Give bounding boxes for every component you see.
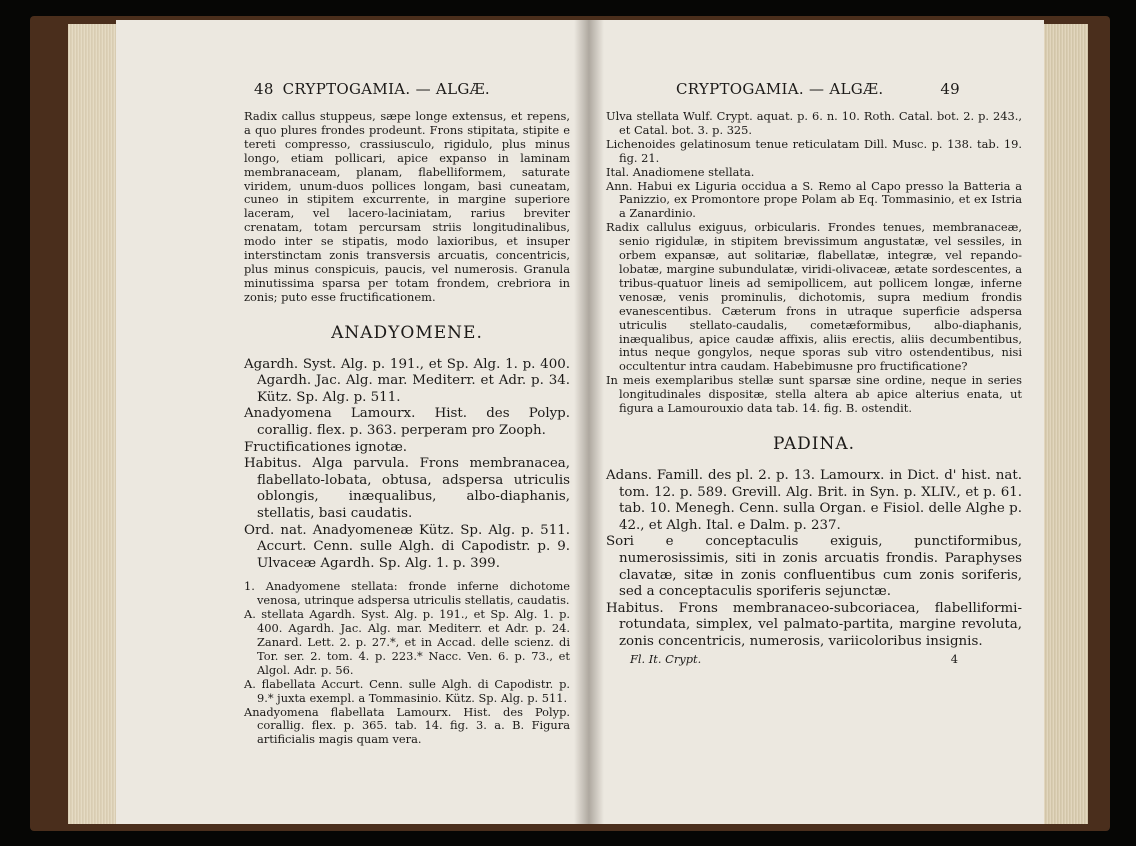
genus-order: Ord. nat. Anadyomeneæ Kütz. Sp. Alg. p. 511. Accurt. Cenn. sulle Algh. di Capodistr. p. 9. Ulvaceæ Agardh. Sp. Alg. 1. p. 399. [244, 522, 570, 571]
section-title-anadyomene: ANADYOMENE. [331, 322, 483, 343]
page-footer [606, 652, 1022, 666]
right-page [588, 20, 1044, 824]
description-paragraph: Radix callulus exiguus, orbicularis. Frondes tenues, membranaceæ, senio rigidulæ, in stipitem brevissimum angustatæ, vel sessiles, in orbem expansæ, aut solitariæ, flabellatæ, integræ, vel repando-lobatæ, margine subundulatæ, viridi-olivaceæ, ætate sordescentes, a tribus-quatuor lineis ad semipollicem, aut pollicem longæ, inferne venosæ, venis prominulis, dichotomis, supra medium frondis evanescentibus. Cæterum frons in utraque superficie adspersa utriculis stellato-caudalis, cometæformibus, albo-diaphanis, inæqualibus, apice caudæ affixis, aliis erectis, aliis decumbentibus, intus neque gongylos, neque sporas sub vitro ostendentibus, nisi occultentur intra caudam. Habebimusne pro fructificatione? [606, 220, 1022, 374]
species-synonym: Anadyomena flabellata Lamourx. Hist. des Polyp. corallig. flex. p. 365. tab. 14. fig. 3. a. B. Figura artificialis magis quam vera. [244, 704, 570, 747]
right-page-edges [1040, 24, 1088, 824]
annotation-line: Ann. Habui ex Liguria occidua a S. Remo al Capo presso la Batteria a Panizzio, ex Promontore prope Polam ab Eq. Tommasinio, et ex Istria a Zanardinio. [606, 178, 1022, 221]
left-page [116, 20, 588, 824]
species-entry: 1. Anadyomene stellata: fronde inferne dichotome venosa, utrinque adspersa utriculis stellatis, caudatis. [244, 579, 570, 608]
genus-citation: Agardh. Syst. Alg. p. 191., et Sp. Alg. 1. p. 400. Agardh. Jac. Alg. mar. Mediterr. et Adr. p. 34. Kütz. Sp. Alg. p. 511. [244, 356, 570, 405]
synonym-line: Lichenoides gelatinosum tenue reticulatam Dill. Musc. p. 138. tab. 19. fig. 21. [606, 136, 1022, 165]
section-title-padina: PADINA. [772, 433, 856, 454]
footer-signature: Fl. It. Crypt. [630, 652, 702, 667]
synonym-line: Ulva stellata Wulf. Crypt. aquat. p. 6. n. 10. Roth. Catal. bot. 2. p. 243., et Catal. bot. 3. p. 325. [606, 109, 1022, 137]
genus-sori: Sori e conceptaculis exiguis, punctiformibus, numerosissimis, siti in zonis arcuatis frondis. Paraphyses clavatæ, sitæ in zonis confluentibus cum zonis soriferis, sed a conceptaculis sporiferis sejunctæ. [606, 534, 1022, 600]
species-synonym: A. stellata Agardh. Syst. Alg. p. 191., et Sp. Alg. 1. p. 400. Agardh. Jac. Alg. mar. Mediterr. et Adr. p. 24. Zanard. Lett. 2. p. 27.*, et in Accad. delle scienz. di Tor. ser. 2. tom. 4. p. 223.* Nacc. Ven. 6. p. 73., et Algol. Adr. p. 56. [244, 607, 570, 677]
species-synonym: A. flabellata Accurt. Cenn. sulle Algh. di Capodistr. p. 9.* juxta exempl. a Tommasinio. Kütz. Sp. Alg. p. 511. [244, 676, 570, 705]
observation-paragraph: In meis exemplaribus stellæ sunt sparsæ sine ordine, neque in series longitudinales dispositæ, stella altera ab apice alterius enata, ut figura a Lamourouxio data tab. 14. fig. B. ostendit. [606, 373, 1022, 416]
right-page-number: 49 [940, 80, 960, 98]
genus-habitus: Habitus. Frons membranaceo-subcoriacea, flabelliformi-rotundata, simplex, vel palmato-partita, margine revoluta, zonis concentricis, numerosis, variicoloribus insignis. [606, 600, 1022, 649]
genus-synonym: Anadyomena Lamourx. Hist. des Polyp. corallig. flex. p. 363. perperam pro Zooph. [244, 406, 570, 439]
right-running-title: CRYPTOGAMIA. — ALGÆ. [676, 80, 884, 98]
right-running-head [606, 80, 1022, 98]
genus-citation: Adans. Famill. des pl. 2. p. 13. Lamourx. in Dict. d' hist. nat. tom. 12. p. 589. Grevill. Alg. Brit. in Syn. p. XLIV., et p. 61. tab. 10. Menegh. Cenn. sulla Organ. e Fisiol. delle Alghe p. 42., et Algh. Ital. e Dalm. p. 237. [606, 467, 1022, 533]
left-running-head [244, 80, 570, 98]
left-page-edges [68, 24, 120, 824]
italian-name: Ital. Anadiomene stellata. [606, 164, 755, 179]
left-intro-paragraph: Radix callus stuppeus, sæpe longe extensus, et repens, a quo plures frondes prodeunt. Frons stipitata, stipite e tereti compresso, crassiusculo, rigidulo, plus minus longo, etiam pollicari, apice expanso in laminam membranaceam, planam, flabelliformem, saturate viridem, unum-duos pollices longam, basi cuneatam, cuneo in stipitem excurrente, in margine superiore laceram, vel lacero-laciniatam, rarius breviter crenatam, totam percursam striis longitudinalibus, modo inter se stipatis, modo laxioribus, et insuper interstinctam zonis transversis arcuatis, concentricis, plus minus conspicuis, paucis, vel numerosis. Granula minutissima sparsa per totam frondem, crebriora in zonis; puto esse fructificationem. [244, 109, 570, 304]
genus-fructification: Fructificationes ignotæ. [244, 439, 408, 455]
left-running-title: CRYPTOGAMIA. — ALGÆ. [282, 80, 490, 98]
left-page-number: 48 [254, 80, 274, 98]
footer-gathering-number: 4 [950, 652, 958, 667]
book-gutter [574, 20, 604, 824]
genus-habitus: Habitus. Alga parvula. Frons membranacea, flabellato-lobata, obtusa, adspersa utriculis oblongis, inæqualibus, albo-diaphanis, stellatis, basi caudatis. [244, 456, 570, 522]
